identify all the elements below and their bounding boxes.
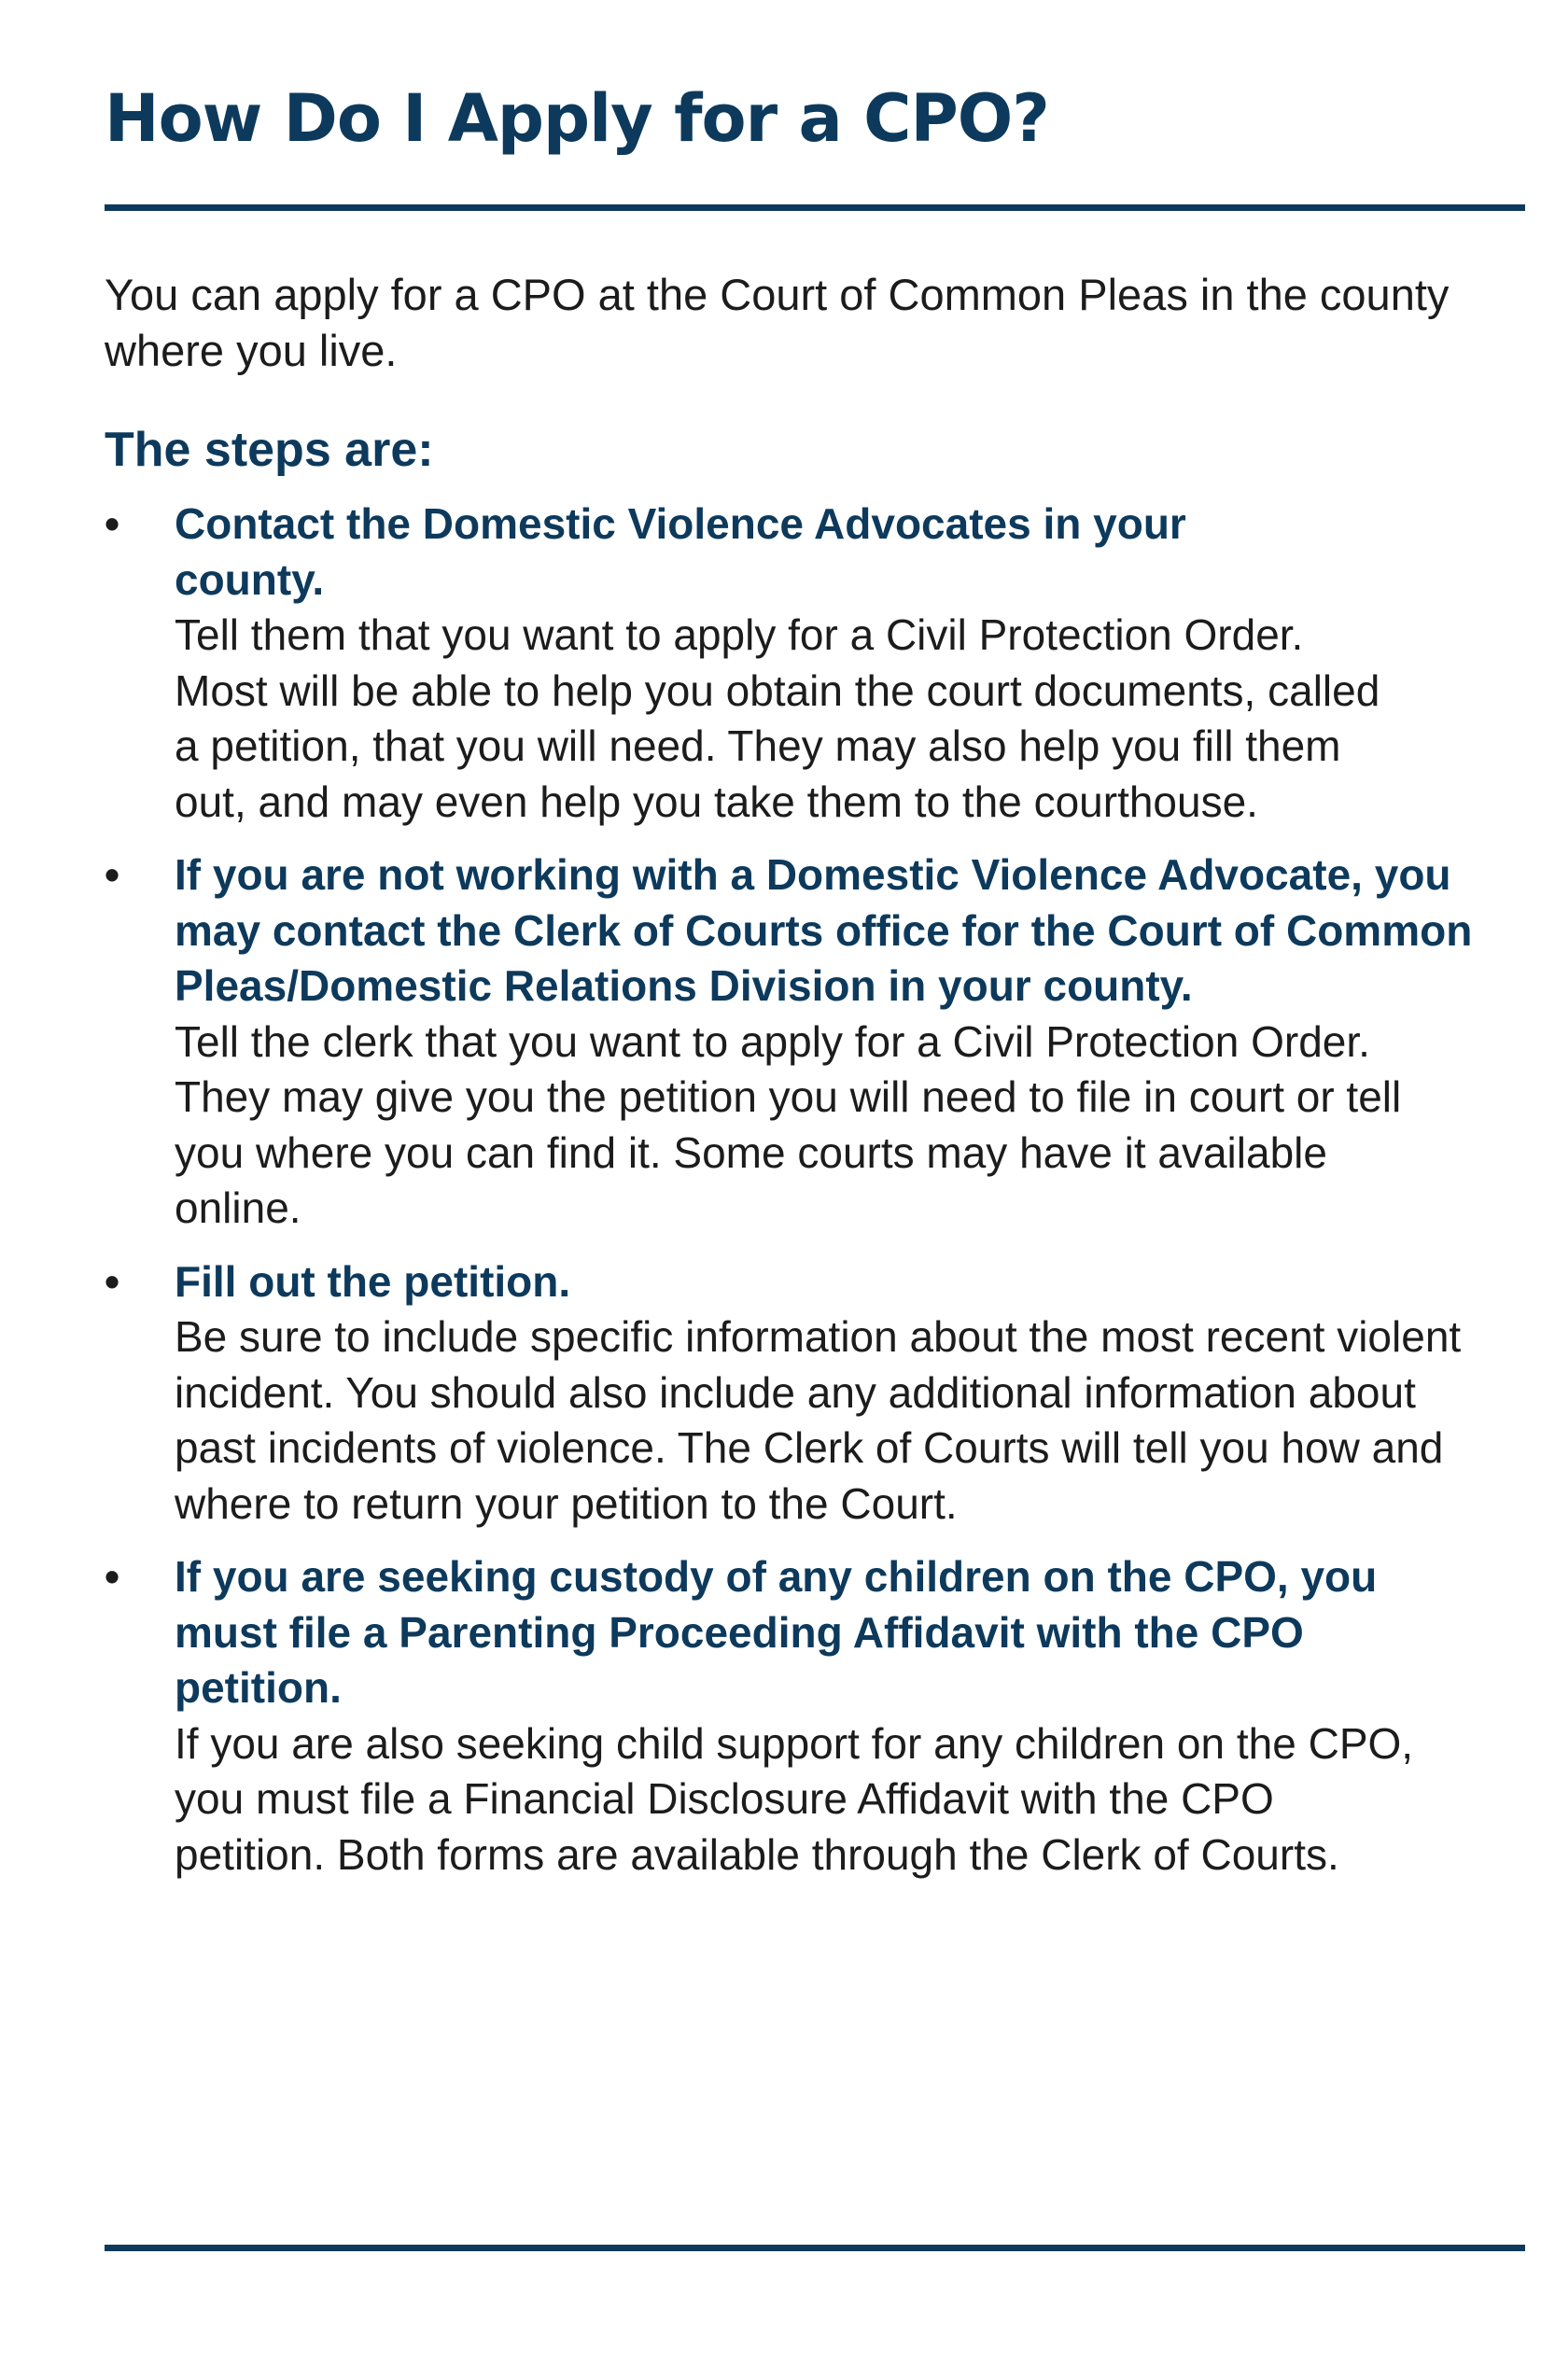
step-heading: If you are seeking custody of any children on the CPO, you must file a Parenting Proceeding Affidavit with the CPO petition. [175, 1552, 1378, 1712]
step-body: If you are also seeking child support for any children on the CPO, you must file a Financial Disclosure Affidavit with the CPO petition. Both forms are available through the Clerk of Courts. [175, 1718, 1414, 1879]
step-body: Tell them that you want to apply for a Civil Protection Order. Most will be able to help you obtain the court documents, called a petition, that you will need. They may also help you fill them out, and may even help you take them to the courthouse. [175, 610, 1380, 826]
bottom-divider [105, 2245, 1525, 2251]
list-item [105, 497, 1523, 830]
step-body: Tell the clerk that you want to apply for a Civil Protection Order. They may give you the petition you will need to file in court or tell you where you can find it. Some courts may have it available online. [175, 1016, 1402, 1232]
step-heading: Contact the Domestic Violence Advocates in your county. [175, 499, 1186, 604]
steps-heading: The steps are: [105, 423, 434, 477]
page-title: How Do I Apply for a CPO? [105, 80, 1049, 157]
step-heading: If you are not working with a Domestic Violence Advocate, you may contact the Clerk of Courts office for the Court of Common Pleas/Domestic Relations Division in your county. [175, 850, 1473, 1010]
step-body: Be sure to include specific information about the most recent violent incident. You should also include any additional information about past incidents of violence. The Clerk of Courts will tell you how and where to return your petition to the Court. [175, 1312, 1462, 1528]
list-item [105, 1254, 1523, 1533]
list-item [105, 1549, 1523, 1883]
list-item [105, 847, 1523, 1237]
bullet-icon: • [105, 499, 120, 548]
steps-list [105, 497, 1523, 1900]
top-divider [105, 204, 1525, 211]
intro-paragraph: You can apply for a CPO at the Court of Common Pleas in the county where you live. [105, 270, 1450, 375]
step-heading: Fill out the petition. [175, 1256, 571, 1306]
bullet-icon: • [105, 1256, 120, 1306]
bullet-icon: • [105, 1552, 120, 1601]
bullet-icon: • [105, 850, 120, 899]
